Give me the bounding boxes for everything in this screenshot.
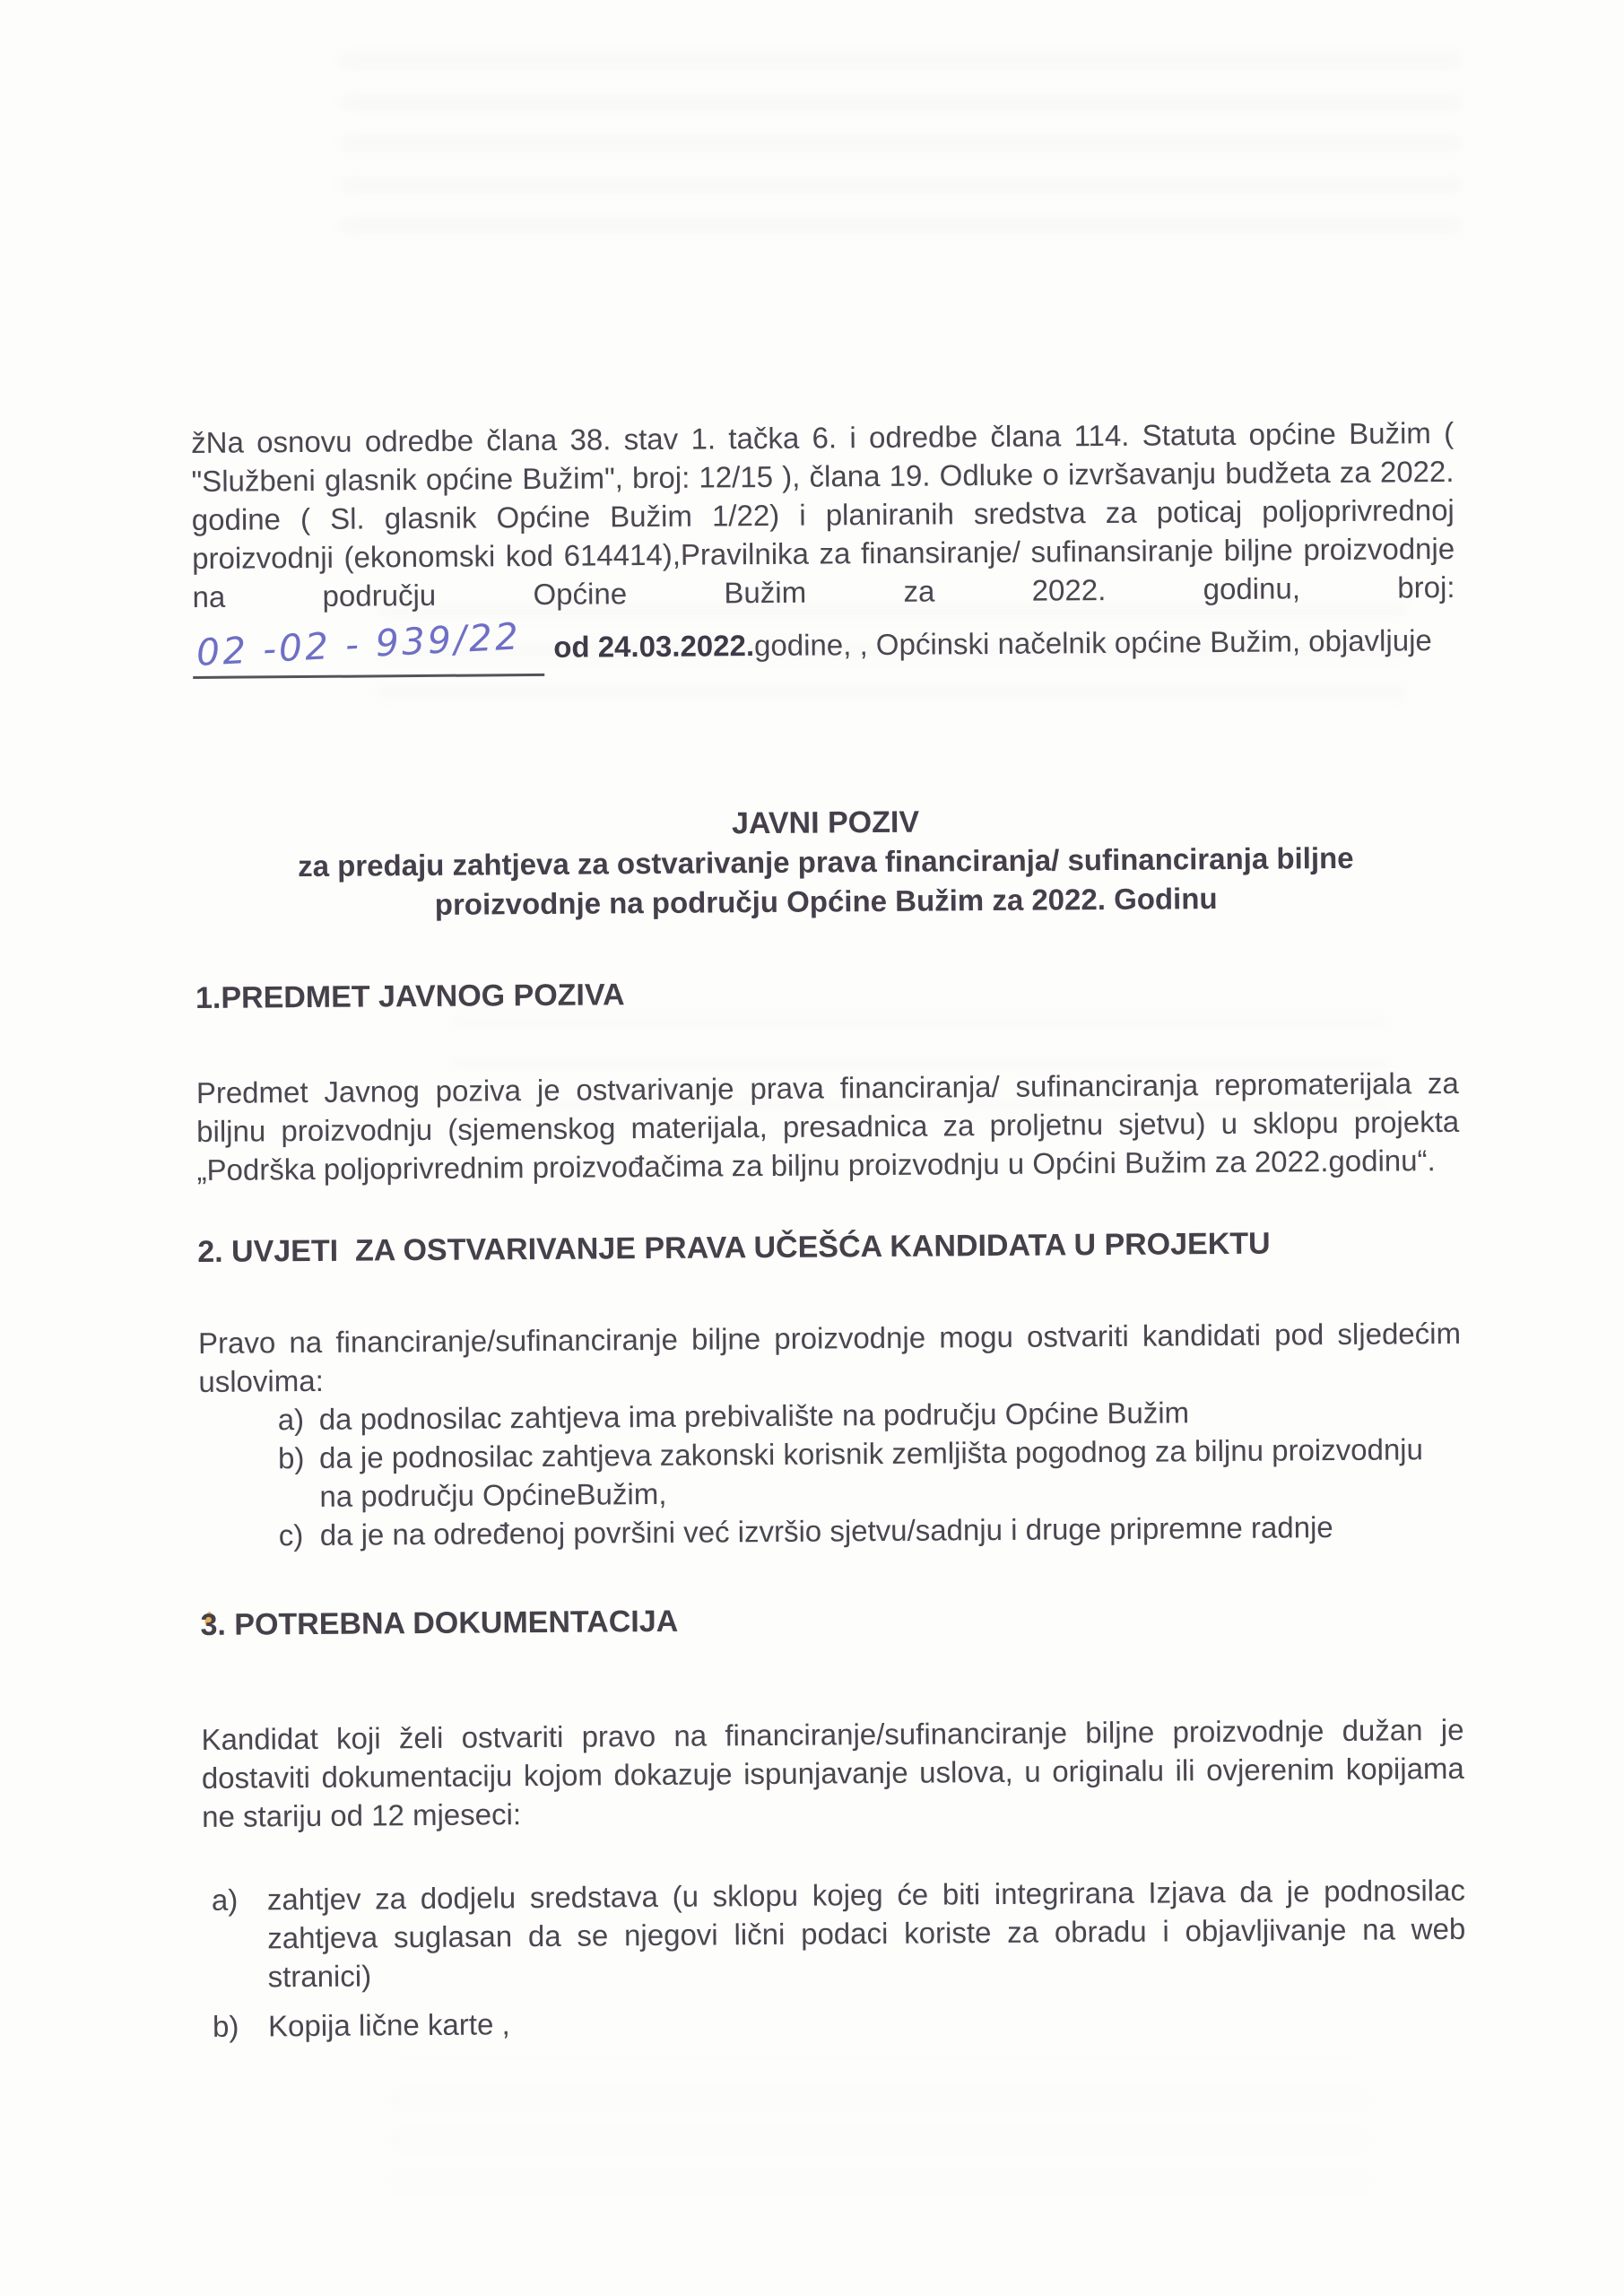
list-item-text: da je podnosilac zahtjeva zakonski korisnik zemljišta pogodnog za biljnu proizvodnju na području OpćineBužim, — [318, 1432, 1424, 1513]
bleed-through-artifact — [341, 27, 1462, 233]
document-title: JAVNI POZIV — [731, 804, 920, 841]
list-item-text: zahtjev za dodjelu sredstava (u sklopu kojeg će biti integrirana Izjava da je podnosilac zahtjeva suglasan da se njegovi lični podaci koriste za obradu i objavljivanje na web stranici) — [266, 1873, 1466, 1994]
date-text: od 24.03.2022. — [553, 629, 755, 664]
list-item-marker: a) — [211, 1883, 239, 1917]
list-item — [212, 1871, 1466, 1996]
list-item-text: Kopija lične karte , — [267, 2007, 510, 2043]
protocol-number-handwritten: 02 -02 - 939/22 — [195, 614, 523, 674]
list-item-text: da je na određenoj površini već izvršio sjetvu/sadnju i druge pripremne radnje — [319, 1510, 1333, 1552]
list-item-marker: b) — [212, 2009, 239, 2043]
section-3-heading: 3. POTREBNA DOKUMENTACIJA — [200, 1604, 679, 1642]
bleed-through-artifact — [386, 2063, 1372, 2188]
section-1-heading: 1.PREDMET JAVNOG POZIVA — [195, 978, 625, 1015]
section-2-heading: 2. UVJETI ZA OSTVARIVANJE PRAVA UČEŠĆA KANDIDATA U PROJEKTU — [197, 1226, 1271, 1269]
section-1-body: Predmet Javnog poziva je ostvarivanje prava financiranja/ sufinanciranja repromaterijala za biljnu proizvodnju (sjemenskog materijala, presadnica za proljetnu sjetvu) u sklopu projekta „Podrška poljoprivrednim proizvođačima za biljnu proizvodnju u Općini Bužim za 2022.godinu“. — [195, 1065, 1460, 1187]
issuer-text: godine, , Općinski načelnik općine Bužim, objavljuje — [753, 623, 1432, 663]
section-3-body: Kandidat koji želi ostvariti pravo na financiranje/sufinanciranje biljne proizvodnje dužan je dostaviti dokumentaciju kojom dokazuje ispunjavanje uslova, u originalu ili ovjerenim kopijama ne stariju od 12 mjeseci: — [201, 1712, 1464, 1833]
document-subtitle: za predaju zahtjeva za ostvarivanje prava financiranja/ sufinanciranja biljne proizvodnje na području Općine Bužim za 2022. Godinu — [298, 840, 1354, 921]
list-item — [278, 1430, 1463, 1516]
section-2-body: Pravo na financiranje/sufinanciranje biljne proizvodnje mogu ostvariti kandidati pod sljedećim uslovima: — [197, 1316, 1462, 1398]
list-item — [279, 1507, 1463, 1554]
list-item-marker: b) — [277, 1441, 305, 1475]
intro-paragraph: žNa osnovu odredbe člana 38. stav 1. tačka 6. i odredbe člana 114. Statuta općine Bužim ( "Službeni glasnik općine Bužim", broj: 12/15 ), člana 19. Odluke o izvršavanju budžeta za 2022. godine ( Sl. glasnik Općine Bužim 1/22) i planiranih sredstva za poticaj poljoprivrednoj proizvodnji (ekonomski kod 614414),Pravilnika za finansiranje/ sufinansiranje biljne proizvodnje na području Općine Bužim za 2022. godinu, broj: — [191, 415, 1455, 613]
conditions-list — [278, 1391, 1463, 1554]
document-content — [191, 413, 1466, 2046]
list-item — [213, 1997, 1466, 2046]
list-item-text: da podnosilac zahtjeva ima prebivalište na području Općine Bužim — [318, 1396, 1190, 1436]
documentation-list — [212, 1871, 1466, 2046]
list-item-marker: c) — [278, 1518, 304, 1552]
title-block — [194, 798, 1457, 926]
protocol-line — [193, 614, 1455, 684]
list-item-marker: a) — [277, 1403, 305, 1437]
protocol-underline — [193, 614, 545, 679]
